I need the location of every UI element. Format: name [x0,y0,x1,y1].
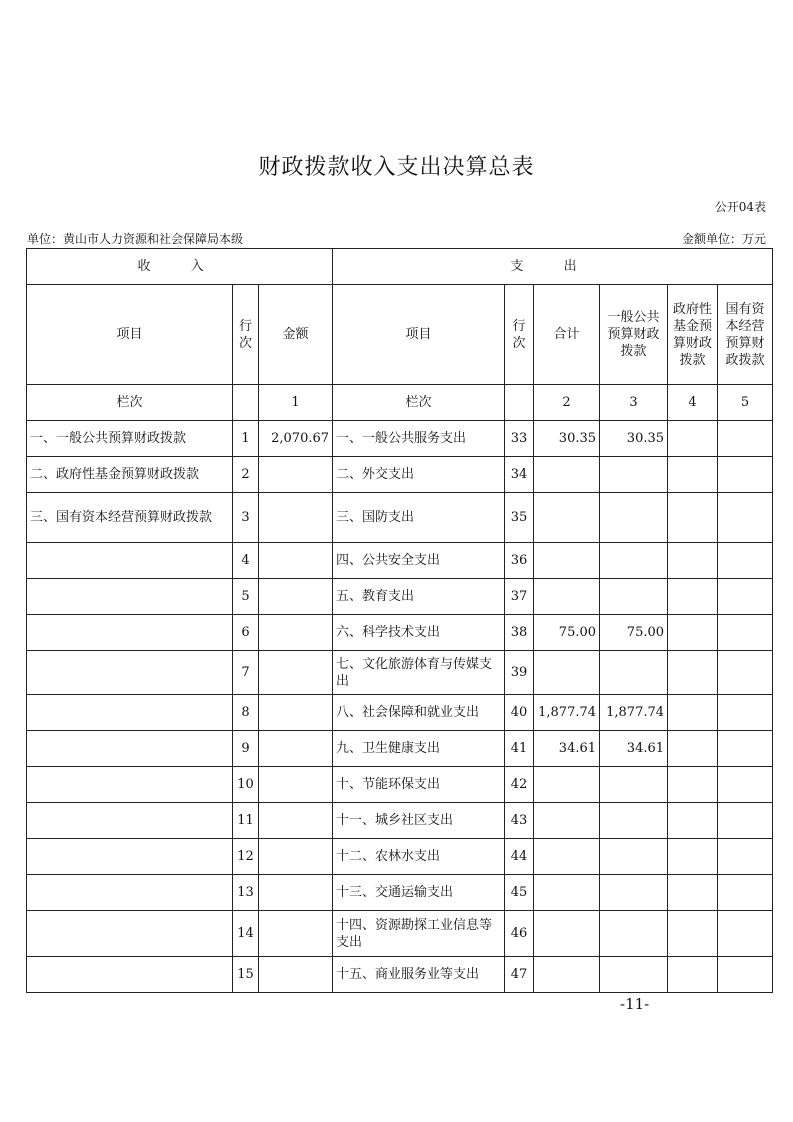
general-budget-cell [600,911,668,957]
col-index-5: 5 [718,385,773,421]
general-budget-header: 一般公共预算财政拨款 [600,285,668,385]
expense-item-cell: 十二、农林水支出 [333,839,505,875]
state-capital-cell [718,457,773,493]
gov-fund-cell [668,957,718,993]
state-capital-cell [718,875,773,911]
income-item-cell [27,803,233,839]
expense-line-cell: 38 [505,615,534,651]
income-item-cell [27,767,233,803]
table-row [27,767,773,803]
expense-line-cell: 47 [505,957,534,993]
general-budget-cell [600,543,668,579]
expense-line-cell: 34 [505,457,534,493]
general-budget-cell [600,651,668,695]
gov-fund-cell [668,651,718,695]
total-cell [534,651,600,695]
expense-line-header: 行次 [505,285,534,385]
table-row [27,579,773,615]
gov-fund-cell [668,695,718,731]
table-row [27,875,773,911]
state-capital-header: 国有资本经营预算财政拨款 [718,285,773,385]
table-row [27,421,773,457]
table-row [27,839,773,875]
income-amount-cell [259,803,333,839]
income-item-cell [27,911,233,957]
expense-item-cell: 二、外交支出 [333,457,505,493]
income-line-cell: 5 [233,579,259,615]
gov-fund-cell [668,875,718,911]
income-line-cell: 14 [233,911,259,957]
expense-item-cell: 三、国防支出 [333,493,505,543]
expense-item-header: 项目 [333,285,505,385]
expense-line-cell: 40 [505,695,534,731]
table-row [27,695,773,731]
gov-fund-cell [668,803,718,839]
income-amount-cell [259,615,333,651]
expense-line-cell: 44 [505,839,534,875]
empty-cell [505,385,534,421]
amount-unit-label: 金额单位：万元 [681,232,766,246]
expense-line-cell: 39 [505,651,534,695]
page-title: 财政拨款收入支出决算总表 [258,155,535,180]
income-amount-cell [259,767,333,803]
column-header-row [27,285,773,385]
state-capital-cell [718,651,773,695]
table-row [27,731,773,767]
income-item-cell: 一、一般公共预算财政拨款 [27,421,233,457]
table-row [27,615,773,651]
appropriation-table [26,248,773,993]
expense-line-cell: 46 [505,911,534,957]
income-line-cell: 3 [233,493,259,543]
form-code: 公开04表 [714,200,766,214]
table-row [27,493,773,543]
total-cell: 34.61 [534,731,600,767]
expense-line-cell: 41 [505,731,534,767]
gov-fund-cell [668,543,718,579]
income-item-cell: 二、政府性基金预算财政拨款 [27,457,233,493]
total-cell [534,767,600,803]
income-header: 收 入 [27,249,333,285]
income-amount-cell [259,695,333,731]
income-line-cell: 7 [233,651,259,695]
income-line-cell: 10 [233,767,259,803]
general-budget-cell [600,767,668,803]
total-header: 合计 [534,285,600,385]
page-number: -11- [620,995,650,1013]
income-line-cell: 9 [233,731,259,767]
state-capital-cell [718,911,773,957]
expense-item-cell: 八、社会保障和就业支出 [333,695,505,731]
general-budget-cell [600,493,668,543]
income-amount-cell [259,911,333,957]
total-cell [534,911,600,957]
income-line-cell: 8 [233,695,259,731]
state-capital-cell [718,839,773,875]
expense-item-cell: 十四、资源勘探工业信息等支出 [333,911,505,957]
total-cell: 30.35 [534,421,600,457]
expense-item-cell: 十五、商业服务业等支出 [333,957,505,993]
income-amount-cell [259,651,333,695]
unit-label: 单位：黄山市人力资源和社会保障局本级 [27,232,244,246]
expense-line-cell: 36 [505,543,534,579]
expense-line-cell: 35 [505,493,534,543]
gov-fund-cell [668,493,718,543]
income-line-cell: 6 [233,615,259,651]
income-item-cell [27,543,233,579]
general-budget-cell [600,839,668,875]
income-item-cell [27,839,233,875]
expense-header: 支 出 [333,249,773,285]
col-index-3: 3 [600,385,668,421]
income-item-cell [27,695,233,731]
empty-cell [233,385,259,421]
state-capital-cell [718,615,773,651]
state-capital-cell [718,803,773,839]
gov-fund-cell [668,839,718,875]
general-budget-cell [600,579,668,615]
income-amount-cell: 2,070.67 [259,421,333,457]
income-item-cell [27,615,233,651]
expense-item-cell: 六、科学技术支出 [333,615,505,651]
general-budget-cell [600,875,668,911]
income-line-cell: 4 [233,543,259,579]
total-cell [534,957,600,993]
total-cell [534,875,600,911]
income-item-cell [27,731,233,767]
total-cell: 75.00 [534,615,600,651]
income-line-cell: 1 [233,421,259,457]
col-index-4: 4 [668,385,718,421]
total-cell [534,457,600,493]
income-amount-cell [259,839,333,875]
gov-fund-cell [668,615,718,651]
total-cell [534,839,600,875]
gov-fund-cell [668,911,718,957]
col-label-income: 栏次 [27,385,233,421]
general-budget-cell [600,957,668,993]
total-cell [534,543,600,579]
expense-line-cell: 43 [505,803,534,839]
table-row [27,957,773,993]
income-item-cell: 三、国有资本经营预算财政拨款 [27,493,233,543]
state-capital-cell [718,579,773,615]
general-budget-cell [600,803,668,839]
expense-item-cell: 四、公共安全支出 [333,543,505,579]
table-row [27,651,773,695]
expense-item-cell: 十一、城乡社区支出 [333,803,505,839]
state-capital-cell [718,957,773,993]
expense-item-cell: 七、文化旅游体育与传媒支出 [333,651,505,695]
income-amount-cell [259,957,333,993]
gov-fund-cell [668,457,718,493]
gov-fund-cell [668,579,718,615]
income-item-cell [27,651,233,695]
column-index-row [27,385,773,421]
income-line-cell: 11 [233,803,259,839]
expense-line-cell: 42 [505,767,534,803]
total-cell: 1,877.74 [534,695,600,731]
income-amount-cell [259,579,333,615]
total-cell [534,493,600,543]
expense-line-cell: 33 [505,421,534,457]
gov-fund-cell [668,421,718,457]
table-row [27,457,773,493]
income-amount-header: 金额 [259,285,333,385]
income-line-cell: 12 [233,839,259,875]
income-amount-cell [259,493,333,543]
table-row [27,543,773,579]
col-label-expense: 栏次 [333,385,505,421]
general-budget-cell: 75.00 [600,615,668,651]
state-capital-cell [718,543,773,579]
state-capital-cell [718,493,773,543]
gov-fund-cell [668,731,718,767]
income-item-cell [27,875,233,911]
table-row [27,911,773,957]
general-budget-cell: 1,877.74 [600,695,668,731]
general-budget-cell: 34.61 [600,731,668,767]
table-row [27,803,773,839]
state-capital-cell [718,695,773,731]
income-item-cell [27,579,233,615]
section-header-row [27,249,773,285]
income-item-header: 项目 [27,285,233,385]
income-line-cell: 15 [233,957,259,993]
expense-line-cell: 45 [505,875,534,911]
income-line-cell: 13 [233,875,259,911]
income-amount-cell [259,875,333,911]
expense-line-cell: 37 [505,579,534,615]
expense-item-cell: 十、节能环保支出 [333,767,505,803]
col-index-2: 2 [534,385,600,421]
gov-fund-cell [668,767,718,803]
general-budget-cell: 30.35 [600,421,668,457]
income-amount-cell [259,731,333,767]
income-amount-cell [259,543,333,579]
total-cell [534,803,600,839]
gov-fund-header: 政府性基金预算财政拨款 [668,285,718,385]
expense-item-cell: 十三、交通运输支出 [333,875,505,911]
expense-item-cell: 五、教育支出 [333,579,505,615]
income-line-cell: 2 [233,457,259,493]
expense-item-cell: 一、一般公共服务支出 [333,421,505,457]
state-capital-cell [718,421,773,457]
income-item-cell [27,957,233,993]
expense-item-cell: 九、卫生健康支出 [333,731,505,767]
total-cell [534,579,600,615]
income-line-header: 行次 [233,285,259,385]
general-budget-cell [600,457,668,493]
col-index-1: 1 [259,385,333,421]
state-capital-cell [718,731,773,767]
income-amount-cell [259,457,333,493]
state-capital-cell [718,767,773,803]
